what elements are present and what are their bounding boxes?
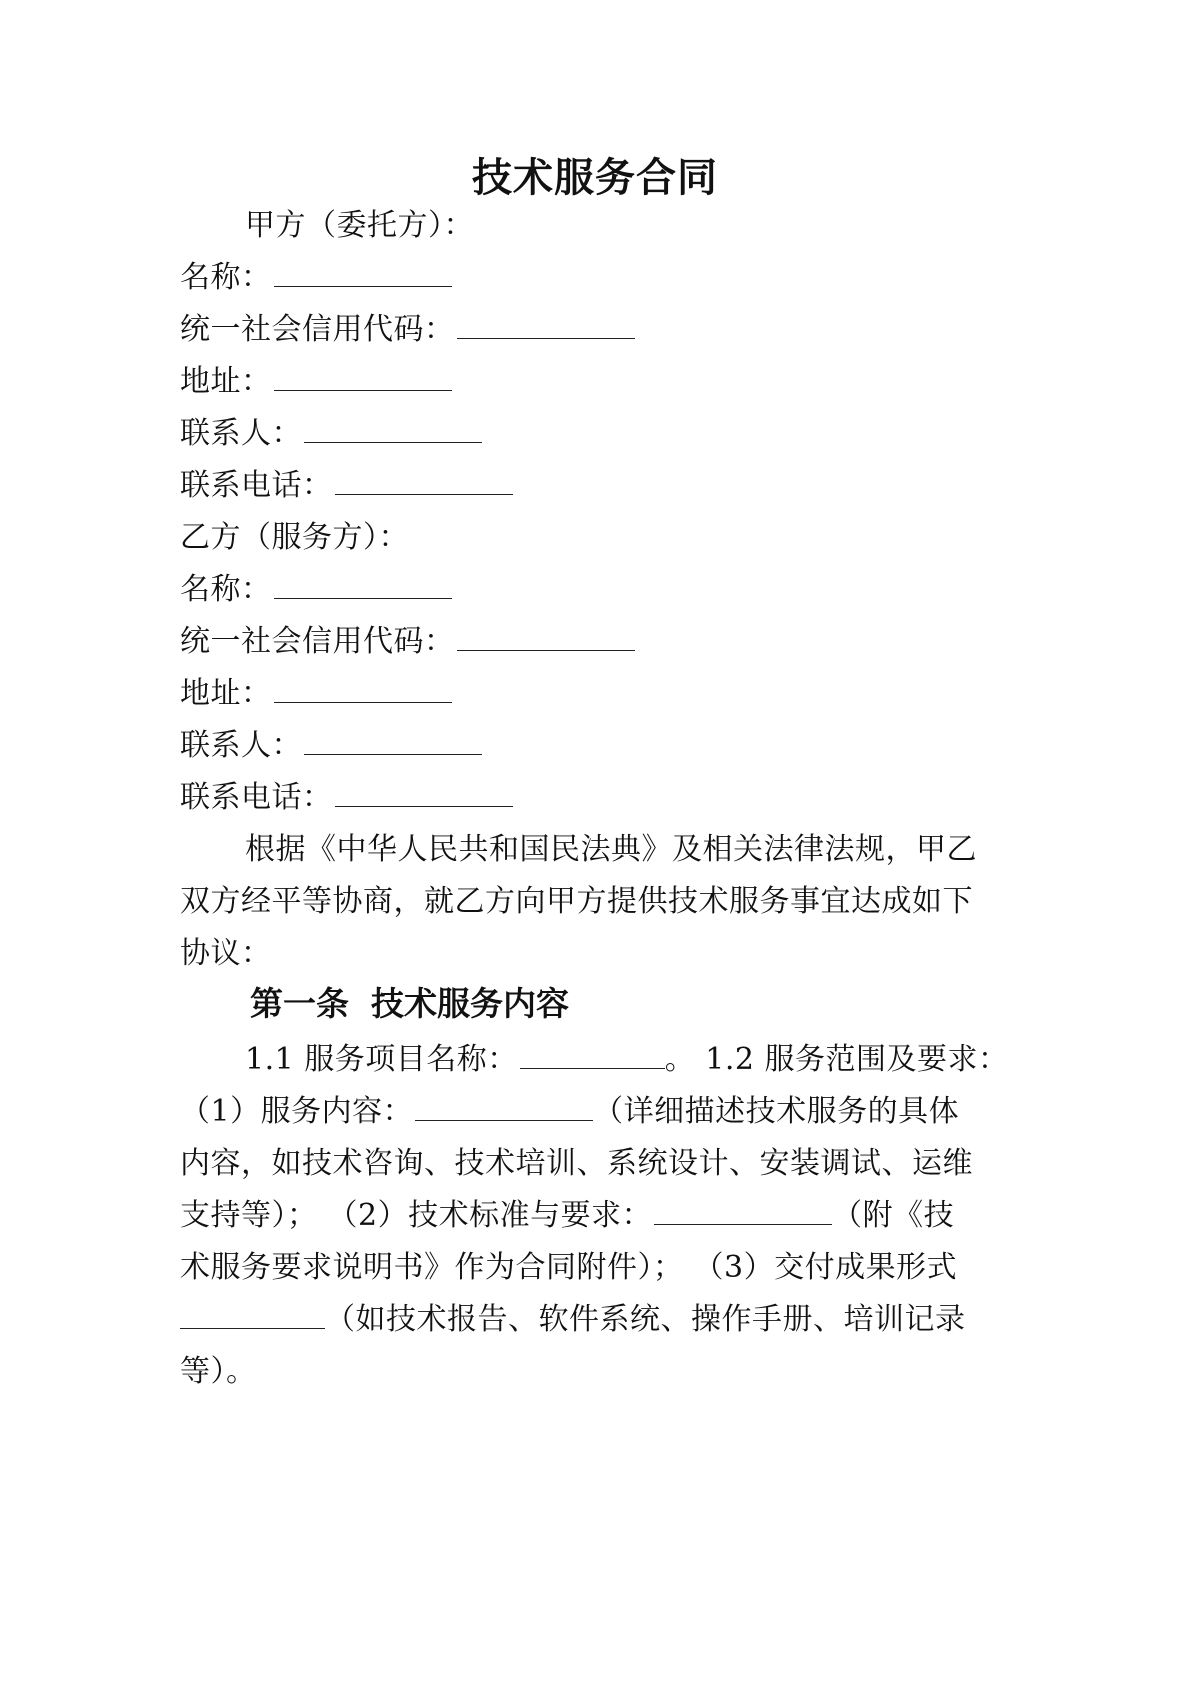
party-b-credit-code-blank	[457, 624, 635, 651]
service-content-blank	[415, 1094, 593, 1121]
party-b-contact-blank	[304, 728, 482, 755]
article-1-line-7: 等）。	[180, 1354, 257, 1389]
tech-standard-note: （附《技	[832, 1198, 955, 1233]
party-a-phone-label: 联系电话：	[180, 468, 333, 503]
party-b-name-label: 名称：	[180, 572, 272, 607]
party-a-credit-code-blank	[457, 312, 635, 339]
party-a-credit-code-label: 统一社会信用代码：	[180, 312, 455, 347]
party-a-name-label: 名称：	[180, 260, 272, 295]
article-1-line-3: 内容，如技术咨询、技术培训、系统设计、安装调试、运维	[180, 1146, 973, 1181]
article-1-heading	[250, 982, 569, 1026]
party-b-address-row	[180, 674, 1020, 714]
service-project-name-label: 1.1 服务项目名称：	[245, 1042, 518, 1077]
party-b-address-blank	[274, 676, 452, 703]
article-1-title: 技术服务内容	[371, 984, 569, 1023]
party-a-contact-row	[180, 414, 1020, 454]
service-scope-label: 。 1.2 服务范围及要求：	[664, 1042, 1009, 1077]
party-b-contact-row	[180, 726, 1020, 766]
article-1-line-2	[180, 1092, 1020, 1132]
article-1-number: 第一条	[250, 984, 349, 1023]
party-a-address-blank	[274, 364, 452, 391]
party-a-contact-blank	[304, 416, 482, 443]
party-a-header: 甲方（委托方）：	[245, 208, 474, 243]
party-b-credit-code-label: 统一社会信用代码：	[180, 624, 455, 659]
service-content-desc: （详细描述技术服务的具体	[593, 1094, 960, 1129]
article-1-line-5: 术服务要求说明书》作为合同附件）； （3）交付成果形式	[180, 1250, 958, 1285]
tech-standard-label: 支持等）； （2）技术标准与要求：	[180, 1198, 653, 1233]
party-a-contact-label: 联系人：	[180, 416, 302, 451]
deliverable-form-blank	[180, 1302, 325, 1329]
tech-standard-blank	[654, 1198, 832, 1225]
party-a-name-blank	[274, 260, 452, 287]
party-a-address-label: 地址：	[180, 364, 272, 399]
party-b-phone-label: 联系电话：	[180, 780, 333, 815]
service-content-label: （1）服务内容：	[180, 1094, 414, 1129]
party-a-name-row	[180, 258, 1020, 298]
party-b-address-label: 地址：	[180, 676, 272, 711]
service-project-name-blank	[520, 1042, 665, 1069]
party-b-header: 乙方（服务方）：	[180, 520, 409, 555]
party-b-phone-row	[180, 778, 1020, 818]
party-a-phone-blank	[335, 468, 513, 495]
party-a-credit-code-row	[180, 310, 1020, 350]
party-a-address-row	[180, 362, 1020, 402]
party-b-name-blank	[274, 572, 452, 599]
party-b-credit-code-row	[180, 622, 1020, 662]
article-1-line-6	[180, 1300, 1020, 1340]
article-1-line-1	[245, 1040, 1085, 1080]
party-b-phone-blank	[335, 780, 513, 807]
preamble-line-2: 双方经平等协商，就乙方向甲方提供技术服务事宜达成如下	[180, 884, 973, 919]
preamble-line-1: 根据《中华人民共和国民法典》及相关法律法规，甲乙	[245, 832, 977, 867]
preamble-line-3: 协议：	[180, 936, 272, 971]
party-b-contact-label: 联系人：	[180, 728, 302, 763]
party-b-name-row	[180, 570, 1020, 610]
deliverable-form-desc: （如技术报告、软件系统、操作手册、培训记录	[325, 1302, 966, 1337]
article-1-line-4	[180, 1196, 1020, 1236]
document-title: 技术服务合同	[472, 155, 718, 201]
party-a-phone-row	[180, 466, 1020, 506]
